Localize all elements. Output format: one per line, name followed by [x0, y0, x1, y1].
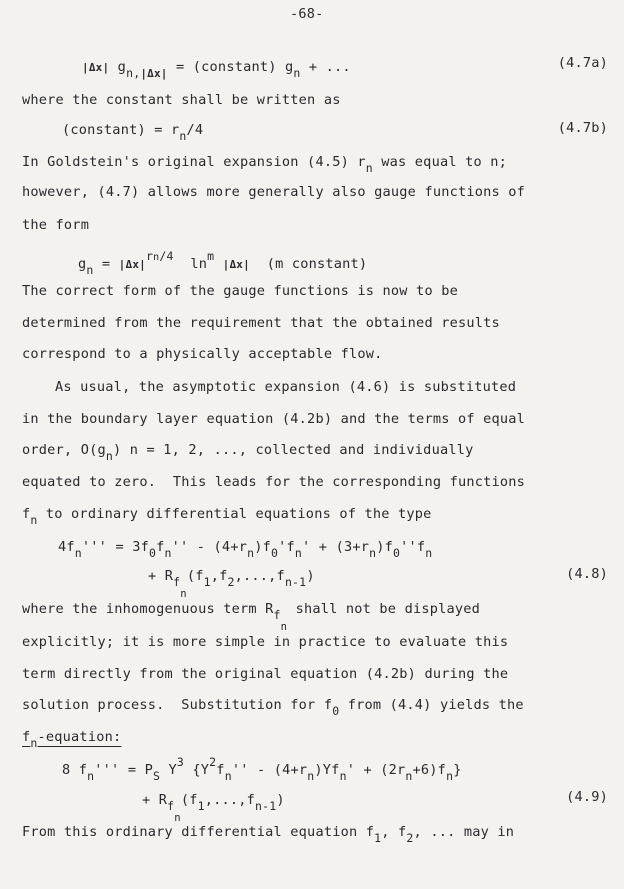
text-line: As usual, the asymptotic expansion (4.6) is substituted: [55, 379, 517, 395]
text-line: the form: [22, 217, 90, 233]
equation-number-4-7b: (4.7b): [557, 120, 608, 136]
equation-number-4-8: (4.8): [566, 566, 608, 582]
page-number: -68-: [290, 6, 324, 22]
equation-4-7b: (constant) = $r_n/4$: [62, 122, 204, 143]
text-line: solution process. Substitution for $f_0$ from (4.4) yields the: [22, 697, 524, 718]
equation-4-9-line1: 8 $f_n''' = P_S$ $Y^3$ $\{Y^2f_n'' - (4+r_n)Yf_n' + (2r_n+6)f_n\}$: [62, 755, 462, 783]
text-line: $f_n$ to ordinary differential equations of the type: [22, 506, 432, 527]
text-line: term directly from the original equation (4.2b) during the: [22, 666, 509, 682]
text-line: where the inhomogenuous term $R_{fn}$ shall not be displayed: [22, 601, 481, 633]
text-line: where the constant shall be written as: [22, 92, 341, 108]
equation-number-4-9: (4.9): [566, 789, 608, 805]
section-label-fn-equation: $f_n$-equation:: [22, 729, 122, 750]
equation-4-9-line2: + $R_{fn}(f_1,...,f_{n-1})$: [142, 792, 285, 824]
text-line: correspond to a physically acceptable flow.: [22, 346, 383, 362]
text-line: In Goldstein's original expansion (4.5) $r_n$ was equal to n;: [22, 154, 508, 175]
equation-number-4-7a: (4.7a): [557, 55, 608, 71]
text-line: however, (4.7) allows more generally also gauge functions of: [22, 184, 526, 200]
text-line: From this ordinary differential equation $f_1$, $f_2$, ... may in: [22, 824, 515, 845]
text-line: The correct form of the gauge functions is now to be: [22, 283, 458, 299]
text-line: explicitly; it is more simple in practice to evaluate this: [22, 634, 509, 650]
text-line: in the boundary layer equation (4.2b) and the terms of equal: [22, 411, 526, 427]
equation-4-8-line1: $4f_n''' = 3f_0f_n'' - (4+r_n)f_0'f_n' + (3+r_n)f_0''f_n$: [58, 539, 433, 560]
text-line: determined from the requirement that the obtained results: [22, 315, 500, 331]
text-line: equated to zero. This leads for the corresponding functions: [22, 474, 526, 490]
equation-gauge-function: $g_n = |\Delta x|^{rn/4}$ $\ln^m |\Delta x|$ (m constant): [78, 249, 368, 277]
equation-4-8-line2: + $R_{fn}(f_1,f_2,...,f_{n-1})$: [148, 568, 315, 600]
text-line: order, $O(g_n) n = 1$, 2, ..., collected and individually: [22, 442, 474, 463]
equation-4-7a: |Δx| $g_{n,|\Delta x|}$ = (constant) $g_n$ + ...: [82, 59, 351, 80]
